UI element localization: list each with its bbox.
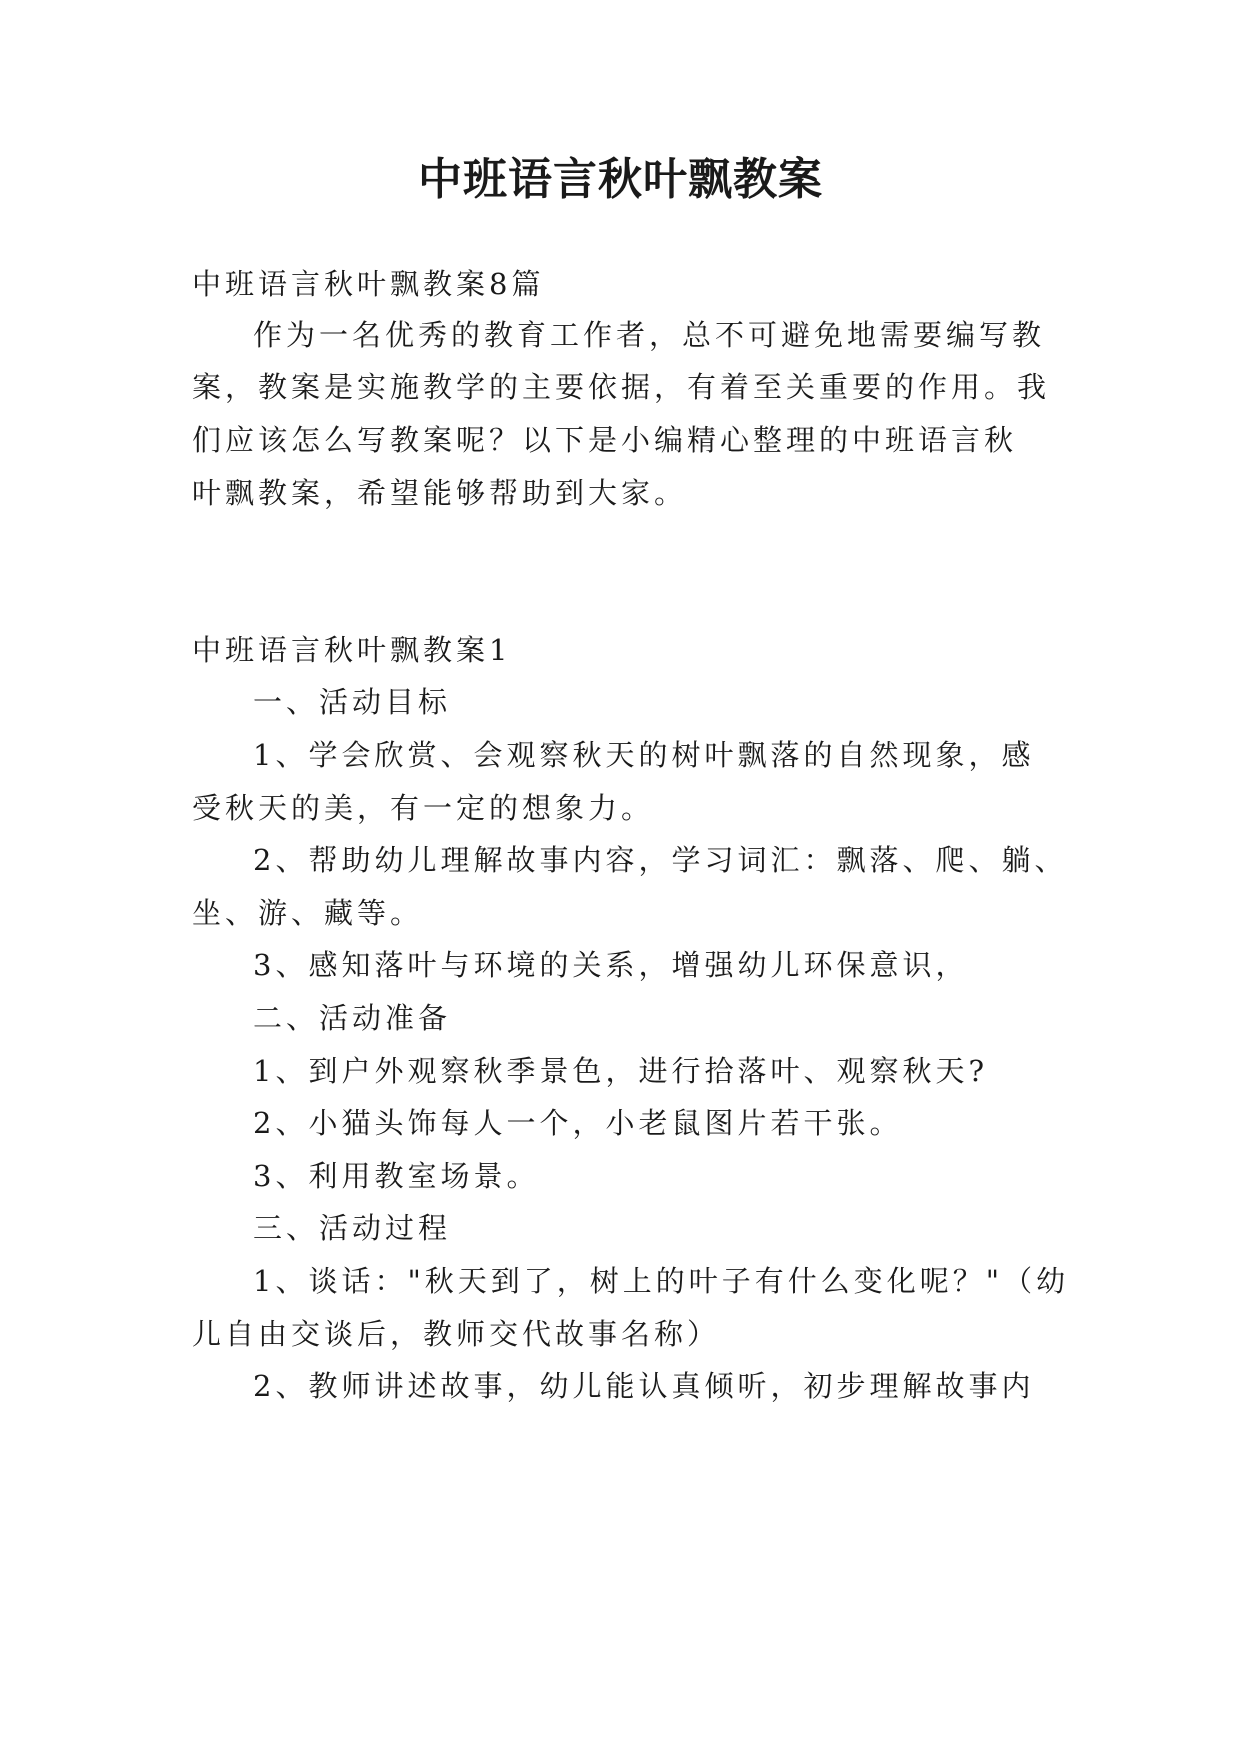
body-line: 受秋天的美，有一定的想象力。 [192,791,655,825]
body-line: 2、帮助幼儿理解故事内容，学习词汇：飘落、爬、躺、 [253,843,1068,877]
body-line: 2、教师讲述故事，幼儿能认真倾听，初步理解故事内 [253,1369,1035,1403]
body-line: 3、利用教室场景。 [253,1159,540,1193]
document-subtitle: 中班语言秋叶飘教案8篇 [192,267,545,301]
body-line: 1、学会欣赏、会观察秋天的树叶飘落的自然现象，感 [253,738,1035,772]
intro-line: 作为一名优秀的教育工作者，总不可避免地需要编写教 [253,318,1046,352]
intro-line: 们应该怎么写教案呢？以下是小编精心整理的中班语言秋 [192,423,1018,457]
section-heading: 中班语言秋叶飘教案1 [192,633,512,667]
intro-line: 叶飘教案，希望能够帮助到大家。 [192,476,688,510]
body-line: 坐、游、藏等。 [192,896,424,930]
section-heading-process: 三、活动过程 [253,1211,452,1245]
section-heading-preparation: 二、活动准备 [253,1001,452,1035]
body-line: 3、感知落叶与环境的关系，增强幼儿环保意识， [253,948,969,982]
intro-line: 案，教案是实施教学的主要依据，有着至关重要的作用。我 [192,370,1051,404]
body-line: 1、谈话："秋天到了，树上的叶子有什么变化呢？"（幼 [253,1264,1070,1298]
body-line: 2、小猫头饰每人一个，小老鼠图片若干张。 [253,1106,903,1140]
document-title: 中班语言秋叶飘教案 [418,154,823,205]
body-line: 1、到户外观察秋季景色，进行拾落叶、观察秋天? [253,1054,988,1088]
section-heading-goals: 一、活动目标 [253,685,452,719]
body-line: 儿自由交谈后，教师交代故事名称） [192,1317,721,1351]
